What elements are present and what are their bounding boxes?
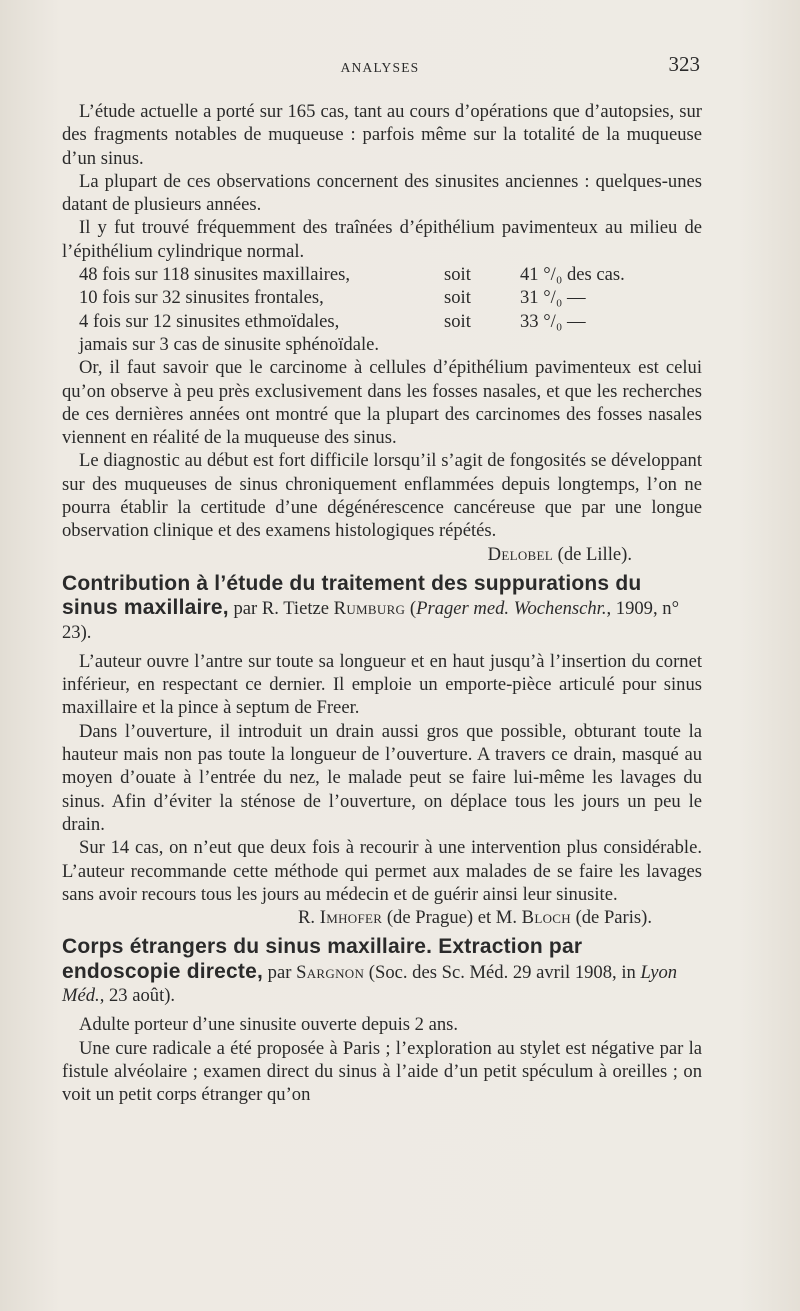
running-title: ANALYSES bbox=[340, 60, 420, 75]
paragraph: Sur 14 cas, on n’eut que deux fois à recourir à une intervention plus considérable. L’auteur recommande cette méthode qui permet aux malades de se faire les lavages sans avoir recours tous les jours au médecin et de guérir ainsi leur sinusite. bbox=[62, 837, 702, 905]
stat-count: 10 fois sur 32 sinusites frontales, bbox=[79, 287, 324, 309]
stat-row bbox=[62, 310, 702, 333]
stat-soit: soit bbox=[444, 310, 471, 332]
signature-name: Bloch bbox=[521, 907, 571, 929]
signature-place: (de Lille). bbox=[553, 543, 632, 565]
paragraph: L’étude actuelle a porté sur 165 cas, tant au cours d’opérations que d’autopsies, sur des fragments notables de muqueuse : parfois même sur la totalité de la muqueuse d’un sinus. bbox=[62, 101, 702, 169]
paragraph: La plupart de ces observations concernent des sinusites anciennes : quelques-unes datant de plusieurs années. bbox=[62, 170, 702, 216]
signature bbox=[62, 543, 702, 566]
signature-name: Imhofer bbox=[319, 907, 383, 929]
article-source-end: , 23 août). bbox=[99, 984, 176, 1006]
article-by: par bbox=[263, 961, 297, 983]
paragraph: Or, il faut savoir que le carcinome à cellules d’épithélium pavimenteux est celui qu’on observe à peu près exclusivement dans les fosses nasales, et que les recherches de ces dernières années ont montré que la plupart des carcinomes des fosses nasales viennent en réalité de la muqueuse des sinus. bbox=[62, 357, 702, 449]
stat-count: 48 fois sur 118 sinusites maxillaires, bbox=[79, 264, 350, 286]
page-header bbox=[60, 52, 700, 82]
statistics-table bbox=[62, 263, 702, 333]
page-body bbox=[62, 100, 702, 1106]
article-title: Corps étrangers du sinus maxillaire. Extraction par endoscopie directe, bbox=[62, 935, 583, 983]
article-by: par R. Tietze bbox=[228, 598, 334, 620]
article-journal: Prager med. Wochenschr. bbox=[416, 598, 607, 620]
article-source: , 1909, n° 23). bbox=[62, 598, 679, 643]
article-header bbox=[62, 572, 702, 644]
paragraph: jamais sur 3 cas de sinusite sphénoïdale. bbox=[79, 333, 380, 355]
paragraph: Il y fut trouvé fréquemment des traînées d’épithélium pavimenteux au milieu de l’épithélium cylindrique normal. bbox=[62, 217, 702, 262]
signature-name: Delobel bbox=[487, 543, 553, 565]
signature-place: (de Prague) et M. bbox=[382, 907, 522, 929]
stat-row bbox=[62, 263, 702, 286]
stat-row bbox=[62, 286, 702, 309]
stat-percent: 41 °/₀ des cas. bbox=[520, 264, 625, 286]
article-source: (Soc. des Sc. Méd. 29 avril 1908, in bbox=[364, 961, 641, 983]
stat-percent: 33 °/₀ — bbox=[520, 310, 586, 332]
signature bbox=[62, 906, 702, 929]
page-number: 323 bbox=[668, 52, 700, 76]
stat-percent: 31 °/₀ — bbox=[520, 287, 586, 309]
paragraph: Une cure radicale a été proposée à Paris ; l’exploration au stylet est négative par la fistule alvéolaire ; examen direct du sinus à l’aide d’un petit spéculum à oreilles ; on voit un petit corps étranger qu’on bbox=[62, 1037, 702, 1106]
stat-soit: soit bbox=[444, 287, 471, 309]
article-author: Rumburg bbox=[333, 598, 406, 620]
article-header bbox=[62, 935, 702, 1007]
signature-place: (de Paris). bbox=[570, 907, 652, 929]
article-title: Contribution à l’étude du traitement des suppurations du sinus maxillaire, bbox=[62, 571, 642, 620]
paragraph: Dans l’ouverture, il introduit un drain aussi gros que possible, obturant toute la hauteur mais non pas toute la longueur de l’ouverture. A travers ce drain, masqué au moyen d’ouate à l’entrée du nez, le malade peut se faire lui-même les lavages du sinus. Afin d’éviter la sténose de l’ouverture, on déplace tous les jours un peu le drain. bbox=[62, 720, 702, 835]
stat-soit: soit bbox=[444, 264, 471, 286]
article-source-open: ( bbox=[405, 598, 417, 620]
article-journal: Lyon Méd. bbox=[62, 961, 678, 1006]
paragraph: Le diagnostic au début est fort difficile lorsqu’il s’agit de fongosités se développant sur des muqueuses de sinus chroniquement enflammées depuis longtemps, l’on ne pourra établir la certitude d’une dégénérescence cancéreuse que par une longue observation clinique et des examens histologiques répétés. bbox=[62, 450, 702, 542]
article-author: Sargnon bbox=[296, 961, 365, 983]
stat-count: 4 fois sur 12 sinusites ethmoïdales, bbox=[79, 310, 340, 332]
paragraph: L’auteur ouvre l’antre sur toute sa longueur et en haut jusqu’à l’insertion du cornet inférieur, en respectant ce dernier. Il emploie un emporte-pièce articulé pour sinus maxillaire et la pince à septum de Freer. bbox=[62, 650, 702, 719]
paragraph: Adulte porteur d’une sinusite ouverte depuis 2 ans. bbox=[79, 1014, 459, 1036]
signature-initial: R. bbox=[298, 907, 320, 929]
